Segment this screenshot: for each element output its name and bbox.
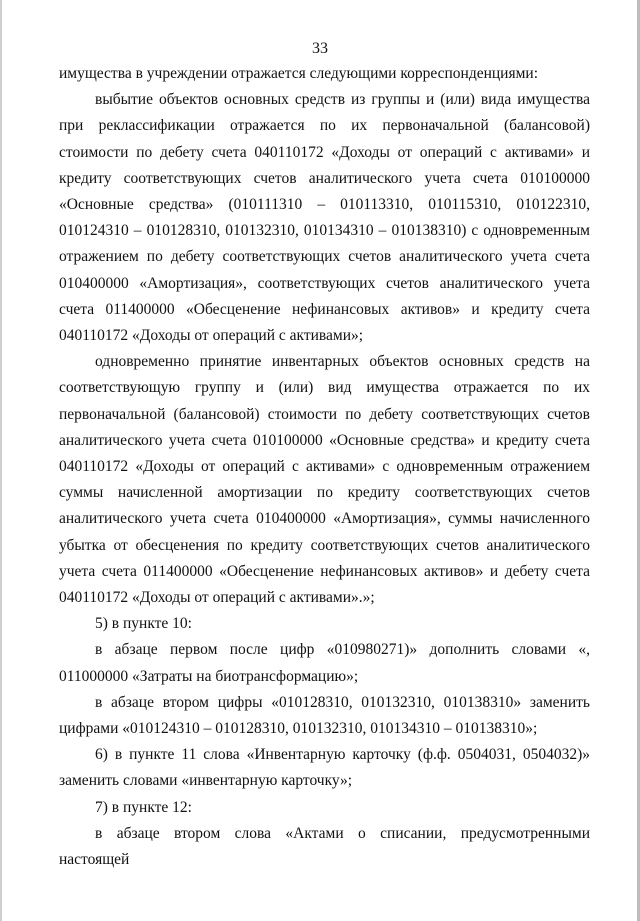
- paragraph-disposal-reclassification: выбытие объектов основных средств из группы и (или) вида имущества при реклассификации отражается по их первоначальной (балансовой) стоимости по дебету счета 040110172 «Доходы от операций с активами» и кредиту соответствующих счетов аналитического учета счета 010100000 «Основные средства» (010111310 – 010113310, 010115310, 010122310, 010124310 – 010128310, 010132310, 010134310 – 010138310) с одновременным отражением по дебету соответствующих счетов аналитического учета счета 010400000 «Амортизация», соответствующих счетов аналитического учета счета 011400000 «Обесценение нефинансовых активов» и кредиту счета 040110172 «Доходы от операций с активами»;: [59, 91, 590, 345]
- scan-edge-left: [0, 0, 2, 921]
- paragraph-acceptance-inventory: одновременно принятие инвентарных объектов основных средств на соответствующую группу и (или) вид имущества отражается по их первоначальной (балансовой) стоимости по дебету соответствующих счетов аналитического учета счета 010100000 «Основные средства» и кредиту счета 040110172 «Доходы от операций с активами» с одновременным отражением суммы начисленной амортизации по кредиту соответствующих счетов аналитического учета счета 010400000 «Амортизация», суммы начисленного убытка от обесценения по кредиту соответствующих счетов аналитического учета счета 011400000 «Обесценение нефинансовых активов» и дебету счета 040110172 «Доходы от операций с активами».»;: [59, 353, 590, 607]
- document-body: [59, 61, 590, 873]
- paragraph-item-7: 7) в пункте 12:: [95, 798, 192, 816]
- paragraph-item-7-second-abzac: в абзаце втором слова «Актами о списании, предусмотренными настоящей: [59, 824, 590, 869]
- paragraph-item-5-first-abzac: в абзаце первом после цифр «010980271)» дополнить словами «, 011000000 «Затраты на биотрансформацию»;: [59, 641, 590, 685]
- paragraph-item-5: 5) в пункте 10:: [95, 615, 192, 633]
- paragraph-item-5-second-abzac: в абзаце втором цифры «010128310, 010132310, 010138310» заменить цифрами «010124310 – 010128310, 010132310, 010134310 – 010138310»;: [59, 693, 590, 738]
- paragraph-item-6: 6) в пункте 11 слова «Инвентарную карточку (ф.ф. 0504031, 0504032)» заменить словами «инвентарную карточку»;: [59, 746, 590, 790]
- paragraph-continuation: имущества в учреждении отражается следующими корреспонденциями:: [59, 65, 539, 82]
- page-number: 33: [312, 40, 328, 57]
